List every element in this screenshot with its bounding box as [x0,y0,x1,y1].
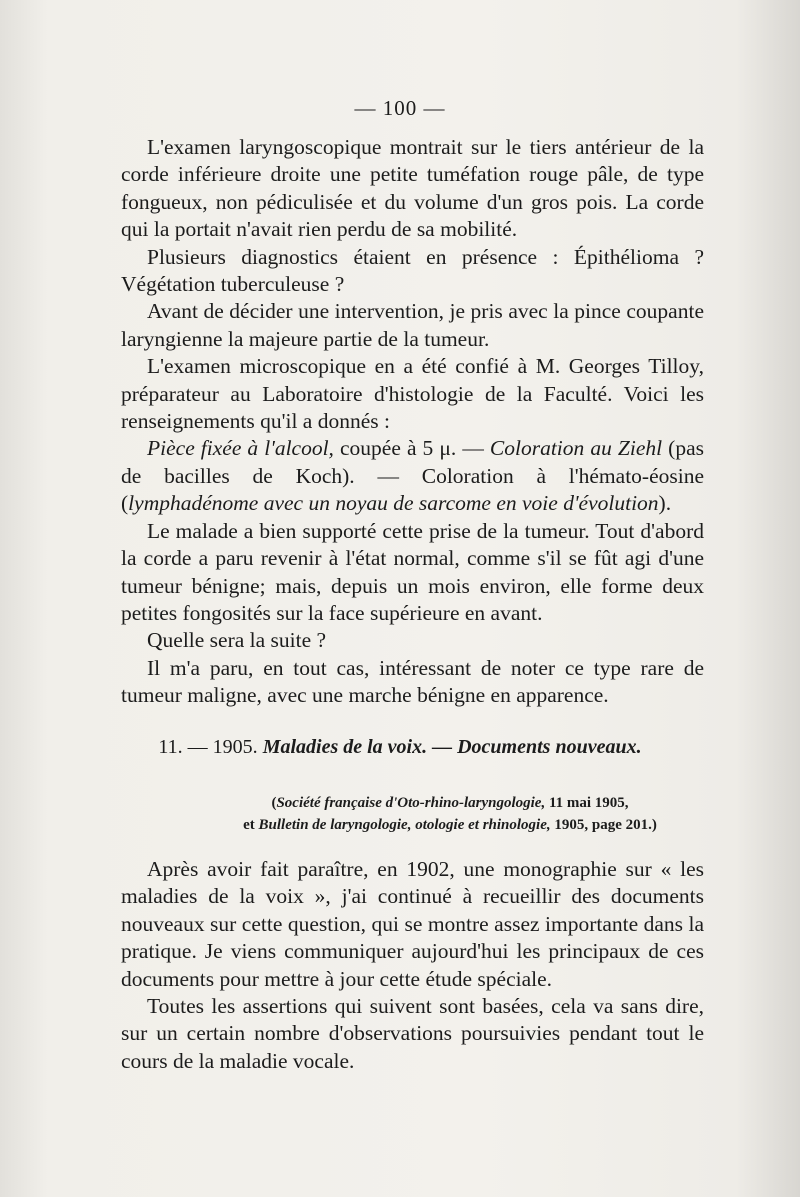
text-block-bottom [121,856,704,1075]
histology-fixation: Pièce fixée à l'alcool, [147,436,334,461]
citation-open: ( [271,795,277,811]
histology-ziehl: Coloration au Ziehl [489,436,663,461]
paragraph-microscopy: L'examen microscopique en a été confié à M. Georges Tilloy, préparateur au Laboratoire d'histologie de la Faculté. Voici les renseignements qu'il a donnés : [121,354,704,434]
paragraph-assertions: Toutes les assertions qui suivent sont basées, cela va sans dire, sur un certain nombre d'observations poursuivies pendant tout le cours de la maladie vocale. [121,994,704,1073]
page-number: — 100 — [354,96,446,120]
citation-society: Société française d'Oto-rhino-laryngologie, [276,795,546,811]
paragraph-question: Quelle sera la suite ? [147,628,327,653]
histology-close: ). [658,491,672,516]
section-heading [0,736,800,759]
histology-diagnosis: lymphadénome avec un noyau de sarcome en voie d'évolution [128,491,659,516]
paragraph-histology [121,435,710,517]
paragraph-conclusion: Il m'a paru, en tout cas, intéressant de noter ce type rare de tumeur maligne, avec une marche bénigne en apparence. [121,655,704,708]
paragraph-intervention: Avant de décider une intervention, je pris avec la pince coupante laryngienne la majeure partie de la tumeur. [121,299,704,351]
section-title: Maladies de la voix. — Documents nouveaux. [262,736,642,758]
section-number: 11. — 1905. [158,736,258,758]
citation-date: 11 mai 1905, [545,795,629,811]
citation [170,792,730,836]
paragraph-diagnostics: Plusieurs diagnostics étaient en présence : Épithélioma ? Végétation tuberculeuse ? [121,244,704,297]
histology-koch: (pas de bacilles de Koch). — Coloration à l'hémato-éosine ( [121,436,710,516]
histology-cut: coupée à 5 μ. — [333,436,490,461]
citation-bulletin: Bulletin de laryngologie, otologie et rhinologie, [258,817,551,833]
citation-et: et [243,817,259,833]
citation-ref: 1905, page 201.) [550,817,657,833]
paragraph-laryngoscopy: L'examen laryngoscopique montrait sur le tiers antérieur de la corde inférieure droite une petite tuméfation rouge pâle, de type fongueux, non pédiculisée et du volume d'un gros pois. La corde qui la portait n'avait rien perdu de sa mobilité. [121,135,704,242]
text-block-top [121,134,710,710]
paragraph-follow-up: Le malade a bien supporté cette prise de la tumeur. Tout d'abord la corde a paru revenir à l'état normal, comme s'il se fût agi d'une tumeur bénigne; mais, depuis un mois environ, elle forme deux petites fongosités sur la face supérieure en avant. [121,518,704,625]
paragraph-monograph: Après avoir fait paraître, en 1902, une monographie sur « les maladies de la voix », j'ai continué à recueillir des documents nouveaux sur cette question, qui se montre assez importante dans la pratique. Je viens communiquer aujourd'hui les principaux de ces documents pour mettre à jour cette étude spéciale. [121,857,704,991]
